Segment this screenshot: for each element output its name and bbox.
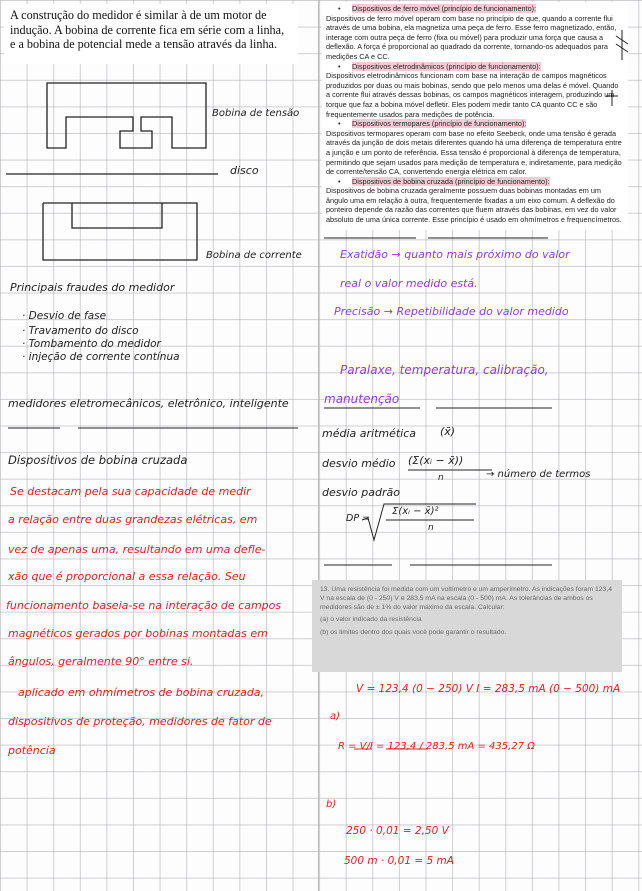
red-note-line-10: potência xyxy=(8,744,56,757)
solution-given: V = 123,4 (0 − 250) V I = 283,5 mA (0 − 500) mA xyxy=(356,683,621,695)
red-note-line-3: vez de apenas uma, resultando em uma defle- xyxy=(8,543,266,556)
dp-label: DP = xyxy=(346,513,371,524)
heading-termopares: • Dispositivos termopares (princípio de funcionamento): xyxy=(326,119,624,129)
bullet-desvio-fase: · Desvio de fase xyxy=(22,310,107,322)
bullet-travamento-disco: · Travamento do disco xyxy=(22,325,139,337)
solution-calc-1: 250 · 0,01 = 2,50 V xyxy=(346,825,449,837)
note-exatidao: Exatidão → quanto mais próximo do valor xyxy=(340,248,570,261)
heading-ferro-movel: • Dispositivos de ferro móvel (princípio de funcionamento): xyxy=(326,4,624,14)
red-note-line-9: dispositivos de proteção, medidores de fator de xyxy=(8,715,272,728)
solution-r-formula: R = V/I = 123,4 / 283,5 mA = 435,27 Ω xyxy=(338,741,535,752)
desvio-formula-numerator: (Σ(xᵢ − x̄)) xyxy=(408,454,464,467)
note-manutencao: manutenção xyxy=(324,392,400,406)
label-bobina-corrente: Bobina de corrente xyxy=(206,250,302,261)
red-note-line-1: Se destacam pela sua capacidade de medir xyxy=(10,485,251,498)
label-disco: disco xyxy=(230,164,259,177)
solution-b-label: b) xyxy=(326,799,337,810)
excerpt-text: A construção do medidor é similar à de um motor de indução. A bobina de corrente fica em série com a linha, e a bobina de potencial mede a tensão através da linha. xyxy=(10,8,285,51)
body-bobina-cruzada: Dispositivos de bobina cruzada geralmente possuem duas bobinas montadas em um ângulo uma em relação à outra, frequentemente fixadas a um eixo comum. A deflexão do ponteiro depende da razão das correntes que fluem através das bobinas, em vez do valor absoluto de uma única corrente. Esse princípio é usado em ohmímetros e frequencímetros. xyxy=(326,186,622,225)
margin-mark-1 xyxy=(616,30,628,60)
label-bobina-tensao: Bobina de tensão xyxy=(212,108,300,119)
title-bobina-cruzada: Dispositivos de bobina cruzada xyxy=(8,453,188,467)
bullet-tombamento: · Tombamento do medidor xyxy=(22,338,161,350)
bullet-injecao-cc: · injeção de corrente contínua xyxy=(22,351,180,363)
note-media-aritmetica: média aritmética xyxy=(322,427,417,440)
heading-eletrodinamicos: • Dispositivos eletrodinâmicos (princípio de funcionamento): xyxy=(326,62,624,72)
note-exatidao-cont: real o valor medido está. xyxy=(340,277,478,290)
red-note-line-4: xão que é proporcional a essa relação. Seu xyxy=(8,570,246,583)
note-numero-termos: → número de termos xyxy=(486,469,591,480)
exercise-statement: 13. Uma resistência foi medida com um voltímetro e um amperímetro. As indicações foram 123,4 V na escala de (0 - 250) V e 283,5 mA na escala (0 - 500) mA. As tolerâncias de ambos os medidores são de ± 1% do valor máximo da escala. Calcular: xyxy=(320,586,613,611)
body-eletrodinamicos: Dispositivos eletrodinâmicos funcionam com base na interação de campos magnéticos produzidos por duas ou mais bobinas, sendo que pelo menos uma delas é móvel. Quando a corrente flui através dessas bobinas, os campos magnéticos interagem, produzindo um torque que faz a bobina móvel defletir. Eles podem medir tanto CA quanto CC e são frequentemente usados para medições de potência. xyxy=(326,71,619,119)
desvio-formula-denominator: n xyxy=(438,473,444,483)
heading-bobina-cruzada: • Dispositivos de bobina cruzada (princípio de funcionamento): xyxy=(326,177,624,187)
body-termopares: Dispositivos termopares operam com base no efeito Seebeck, onde uma tensão é gerada através da junção de dois metais diferentes quando há uma diferença de temperatura entre a junção e um ponto de referência. Essa tensão é proporcional à diferença de temperatura, permitindo que sejam usados para medição de temperatura e, indiretamente, para medição de corrente/tensão CA, convertendo energia elétrica em calor. xyxy=(326,128,622,177)
exercise-item-a: (a) o valor indicado da resistência xyxy=(320,616,422,624)
red-note-line-2: a relação entre duas grandezas elétricas, em xyxy=(8,513,258,526)
exercise-photo xyxy=(312,580,622,672)
current-coil-sketch xyxy=(43,203,197,260)
exercise-item-b: (b) os limites dentro dos quais você pode garantir o resultado. xyxy=(320,629,507,637)
note-desvio-padrao: desvio padrão xyxy=(322,486,400,499)
red-note-line-5: funcionamento baseia-se na interação de campos xyxy=(6,599,282,612)
title-principais-fraudes: Principais fraudes do medidor xyxy=(10,281,175,294)
dp-denominator: n xyxy=(428,523,434,533)
red-note-line-6: magnéticos gerados por bobinas montadas em xyxy=(8,627,268,640)
red-note-line-8: aplicado em ohmímetros de bobina cruzada, xyxy=(18,686,265,699)
body-ferro-movel: Dispositivos de ferro móvel operam com base no princípio de que, quando a corrente flui através de uma bobina, ela magnetiza uma peça de ferro. Esse ferro magnetizado, então, interage com outra peça de ferro (fixa ou móvel) para produzir uma força que causa a deflexão. A força é proporcional ao quadrado da corrente, tornando-os adequados para medições CA e CC. xyxy=(326,13,617,61)
note-paralaxe: Paralaxe, temperatura, calibração, xyxy=(340,363,549,377)
solution-calc-2: 500 m · 0,01 = 5 mA xyxy=(344,855,454,867)
note-desvio-medio: desvio médio xyxy=(322,457,396,470)
margin-mark-2 xyxy=(606,90,618,106)
solution-a-label: a) xyxy=(330,711,341,722)
medidores-types-line: medidores eletromecânicos, eletrônico, inteligente xyxy=(8,397,289,410)
dp-numerator: Σ(xᵢ − x̄)² xyxy=(392,506,439,517)
red-note-line-7: ângulos, geralmente 90° entre si. xyxy=(8,655,194,668)
note-precisao: Precisão → Repetibilidade do valor medido xyxy=(334,305,569,318)
voltage-coil-sketch xyxy=(47,83,206,148)
note-media-symbol: (x̄) xyxy=(440,425,456,438)
